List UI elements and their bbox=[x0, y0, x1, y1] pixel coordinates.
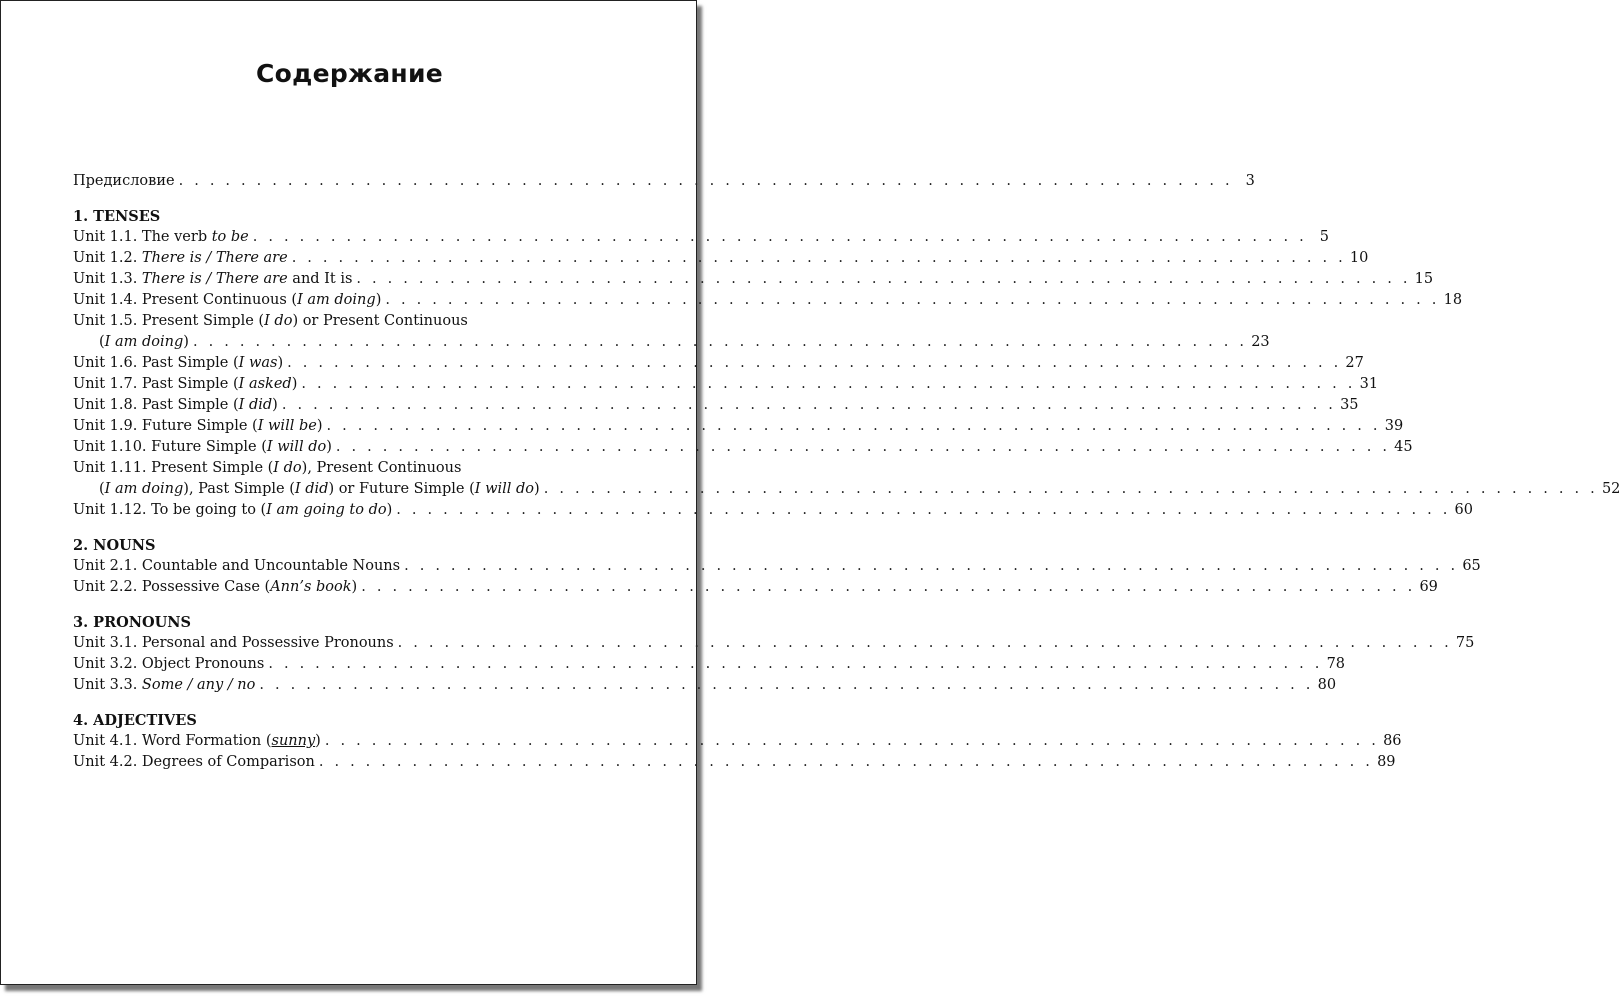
section-heading: 1. TENSES bbox=[73, 208, 161, 225]
toc-page-number: 86 bbox=[1383, 733, 1402, 749]
toc-entry-label: Предисловие bbox=[73, 173, 175, 189]
dot-leader: . . . . . . . . . . . . . . . . . . . . . . . . . . . . . . . . . . . . . . . . . . . . . . . . . . . . . . . . . . . . . . . . . . . . bbox=[356, 271, 1411, 287]
toc-page-number: 65 bbox=[1462, 558, 1481, 574]
toc-page-number: 78 bbox=[1326, 656, 1346, 672]
toc-page-number: 89 bbox=[1377, 754, 1396, 770]
toc-entry[interactable] bbox=[73, 269, 1434, 290]
toc-entry-label: Unit 1.3. There is / There are and It is bbox=[73, 271, 353, 287]
toc-entry[interactable] bbox=[73, 311, 637, 332]
dot-leader: . . . . . . . . . . . . . . . . . . . . . . . . . . . . . . . . . . . . . . . . . . . . . . . . . . . . . . . . . . . . . . . . . . . . bbox=[252, 229, 1307, 245]
toc-entry[interactable] bbox=[73, 332, 1270, 353]
toc-entry-label: Unit 3.2. Object Pronouns bbox=[73, 656, 265, 672]
toc-entry-label: Unit 1.6. Past Simple (I was) bbox=[73, 355, 284, 371]
toc-entry-label: Unit 1.9. Future Simple (I will be) bbox=[73, 418, 323, 434]
toc-page-number: 23 bbox=[1251, 334, 1270, 350]
toc-entry[interactable] bbox=[73, 395, 1359, 416]
toc-entry-label: Unit 1.1. The verb to be bbox=[73, 229, 249, 245]
dot-leader: . . . . . . . . . . . . . . . . . . . . . . . . . . . . . . . . . . . . . . . . . . . . . . . . . . . . . . . . . . . . . . . . . . . . bbox=[287, 355, 1342, 371]
toc-entry-label: Unit 3.3. Some / any / no bbox=[73, 677, 256, 693]
dot-leader: . . . . . . . . . . . . . . . . . . . . . . . . . . . . . . . . . . . . . . . . . . . . . . . . . . . . . . . . . . . . . . . . . . . . bbox=[192, 334, 1248, 350]
section-heading: 4. ADJECTIVES bbox=[73, 712, 197, 729]
toc-entry[interactable] bbox=[73, 290, 1463, 311]
dot-leader: . . . . . . . . . . . . . . . . . . . . . . . . . . . . . . . . . . . . . . . . . . . . . . . . . . . . . . . . . . . . . . . . . . . . bbox=[259, 677, 1314, 693]
dot-leader: . . . . . . . . . . . . . . . . . . . . . . . . . . . . . . . . . . . . . . . . . . . . . . . . . . . . . . . . . . . . . . . . . . . . bbox=[178, 173, 1233, 189]
toc-entry[interactable] bbox=[73, 248, 1369, 269]
toc-entry[interactable] bbox=[73, 633, 1475, 654]
toc-entry[interactable] bbox=[73, 416, 1404, 437]
toc-page-number: 27 bbox=[1345, 355, 1364, 371]
toc-entry[interactable] bbox=[73, 227, 1329, 248]
toc-entry[interactable] bbox=[73, 556, 1481, 577]
toc-entry[interactable] bbox=[73, 500, 1473, 521]
toc-entry[interactable] bbox=[73, 654, 1346, 675]
page-title: Содержание bbox=[255, 59, 444, 88]
toc-page-number: 5 bbox=[1319, 229, 1329, 245]
dot-leader: . . . . . . . . . . . . . . . . . . . . . . . . . . . . . . . . . . . . . . . . . . . . . . . . . . . . . . . . . . . . . . . . . . . . bbox=[361, 579, 1416, 595]
toc-page-number: 10 bbox=[1349, 250, 1369, 266]
toc-entry[interactable] bbox=[73, 374, 1379, 395]
dot-leader: . . . . . . . . . . . . . . . . . . . . . . . . . . . . . . . . . . . . . . . . . . . . . . . . . . . . . . . . . . . . . . . . . . . . bbox=[291, 250, 1346, 266]
toc-entry-label: Unit 1.7. Past Simple (I asked) bbox=[73, 376, 298, 392]
dot-leader: . . . . . . . . . . . . . . . . . . . . . . . . . . . . . . . . . . . . . . . . . . . . . . . . . . . . . . . . . . . . . . . . . . . . bbox=[543, 481, 1598, 497]
toc-entry[interactable] bbox=[73, 675, 1337, 696]
toc-page-number: 52 bbox=[1601, 481, 1620, 497]
toc-page-number: 60 bbox=[1454, 502, 1473, 518]
toc-entry-label: Unit 4.1. Word Formation (sunny) bbox=[73, 733, 321, 749]
table-of-contents bbox=[73, 171, 1620, 773]
dot-leader: . . . . . . . . . . . . . . . . . . . . . . . . . . . . . . . . . . . . . . . . . . . . . . . . . . . . . . . . . . . . . . . . . . . . bbox=[318, 754, 1374, 770]
toc-entry[interactable] bbox=[73, 458, 637, 479]
toc-entry[interactable] bbox=[73, 752, 1396, 773]
toc-entry-label: Unit 1.11. Present Simple (I do), Present Continuous bbox=[73, 460, 462, 476]
dot-leader: . . . . . . . . . . . . . . . . . . . . . . . . . . . . . . . . . . . . . . . . . . . . . . . . . . . . . . . . . . . . . . . . . . . . bbox=[268, 656, 1323, 672]
toc-entry-label: Unit 1.4. Present Continuous (I am doing) bbox=[73, 292, 382, 308]
toc-entry-label: Unit 4.2. Degrees of Comparison bbox=[73, 754, 315, 770]
toc-entry-label: Unit 2.2. Possessive Case (Ann’s book) bbox=[73, 579, 358, 595]
toc-entry-label: Unit 1.8. Past Simple (I did) bbox=[73, 397, 278, 413]
toc-entry[interactable] bbox=[73, 353, 1364, 374]
toc-entry-label: (I am doing) bbox=[99, 334, 189, 350]
toc-page-number: 75 bbox=[1455, 635, 1475, 651]
toc-page-number: 45 bbox=[1394, 439, 1413, 455]
dot-leader: . . . . . . . . . . . . . . . . . . . . . . . . . . . . . . . . . . . . . . . . . . . . . . . . . . . . . . . . . . . . . . . . . . . . bbox=[396, 502, 1451, 518]
toc-entry-label: Unit 3.1. Personal and Possessive Pronouns bbox=[73, 635, 394, 651]
toc-entry[interactable] bbox=[73, 577, 1438, 598]
toc-page-number: 31 bbox=[1359, 376, 1379, 392]
dot-leader: . . . . . . . . . . . . . . . . . . . . . . . . . . . . . . . . . . . . . . . . . . . . . . . . . . . . . . . . . . . . . . . . . . . . bbox=[385, 292, 1440, 308]
toc-entry-label: Unit 1.5. Present Simple (I do) or Present Continuous bbox=[73, 313, 468, 329]
toc-entry[interactable] bbox=[73, 731, 1402, 752]
dot-leader: . . . . . . . . . . . . . . . . . . . . . . . . . . . . . . . . . . . . . . . . . . . . . . . . . . . . . . . . . . . . . . . . . . . . bbox=[335, 439, 1391, 455]
toc-page-number: 80 bbox=[1317, 677, 1337, 693]
toc-sections bbox=[73, 206, 1620, 773]
toc-entry[interactable] bbox=[73, 479, 1620, 500]
toc-page-number: 18 bbox=[1443, 292, 1463, 308]
dot-leader: . . . . . . . . . . . . . . . . . . . . . . . . . . . . . . . . . . . . . . . . . . . . . . . . . . . . . . . . . . . . . . . . . . . . bbox=[326, 418, 1381, 434]
dot-leader: . . . . . . . . . . . . . . . . . . . . . . . . . . . . . . . . . . . . . . . . . . . . . . . . . . . . . . . . . . . . . . . . . . . . bbox=[281, 397, 1337, 413]
toc-page-number: 15 bbox=[1414, 271, 1434, 287]
toc-page-number: 39 bbox=[1384, 418, 1404, 434]
toc-entry[interactable] bbox=[73, 437, 1413, 458]
toc-entry-label: Unit 1.10. Future Simple (I will do) bbox=[73, 439, 332, 455]
toc-entry-label: Unit 1.12. To be going to (I am going to do) bbox=[73, 502, 393, 518]
dot-leader: . . . . . . . . . . . . . . . . . . . . . . . . . . . . . . . . . . . . . . . . . . . . . . . . . . . . . . . . . . . . . . . . . . . . bbox=[404, 558, 1459, 574]
toc-page-number: 35 bbox=[1340, 397, 1359, 413]
dot-leader: . . . . . . . . . . . . . . . . . . . . . . . . . . . . . . . . . . . . . . . . . . . . . . . . . . . . . . . . . . . . . . . . . . . . bbox=[324, 733, 1380, 749]
section-heading: 2. NOUNS bbox=[73, 537, 156, 554]
toc-entry-label: (I am doing), Past Simple (I did) or Future Simple (I will do) bbox=[99, 481, 540, 497]
toc-entry-preface[interactable] bbox=[73, 171, 1255, 192]
toc-page-number: 69 bbox=[1419, 579, 1438, 595]
toc-entry-label: Unit 2.1. Countable and Uncountable Nouns bbox=[73, 558, 401, 574]
dot-leader: . . . . . . . . . . . . . . . . . . . . . . . . . . . . . . . . . . . . . . . . . . . . . . . . . . . . . . . . . . . . . . . . . . . . bbox=[397, 635, 1452, 651]
section-heading: 3. PRONOUNS bbox=[73, 614, 192, 631]
dot-leader: . . . . . . . . . . . . . . . . . . . . . . . . . . . . . . . . . . . . . . . . . . . . . . . . . . . . . . . . . . . . . . . . . . . . bbox=[301, 376, 1356, 392]
toc-entry-label: Unit 1.2. There is / There are bbox=[73, 250, 288, 266]
toc-page-number: 3 bbox=[1245, 173, 1255, 189]
